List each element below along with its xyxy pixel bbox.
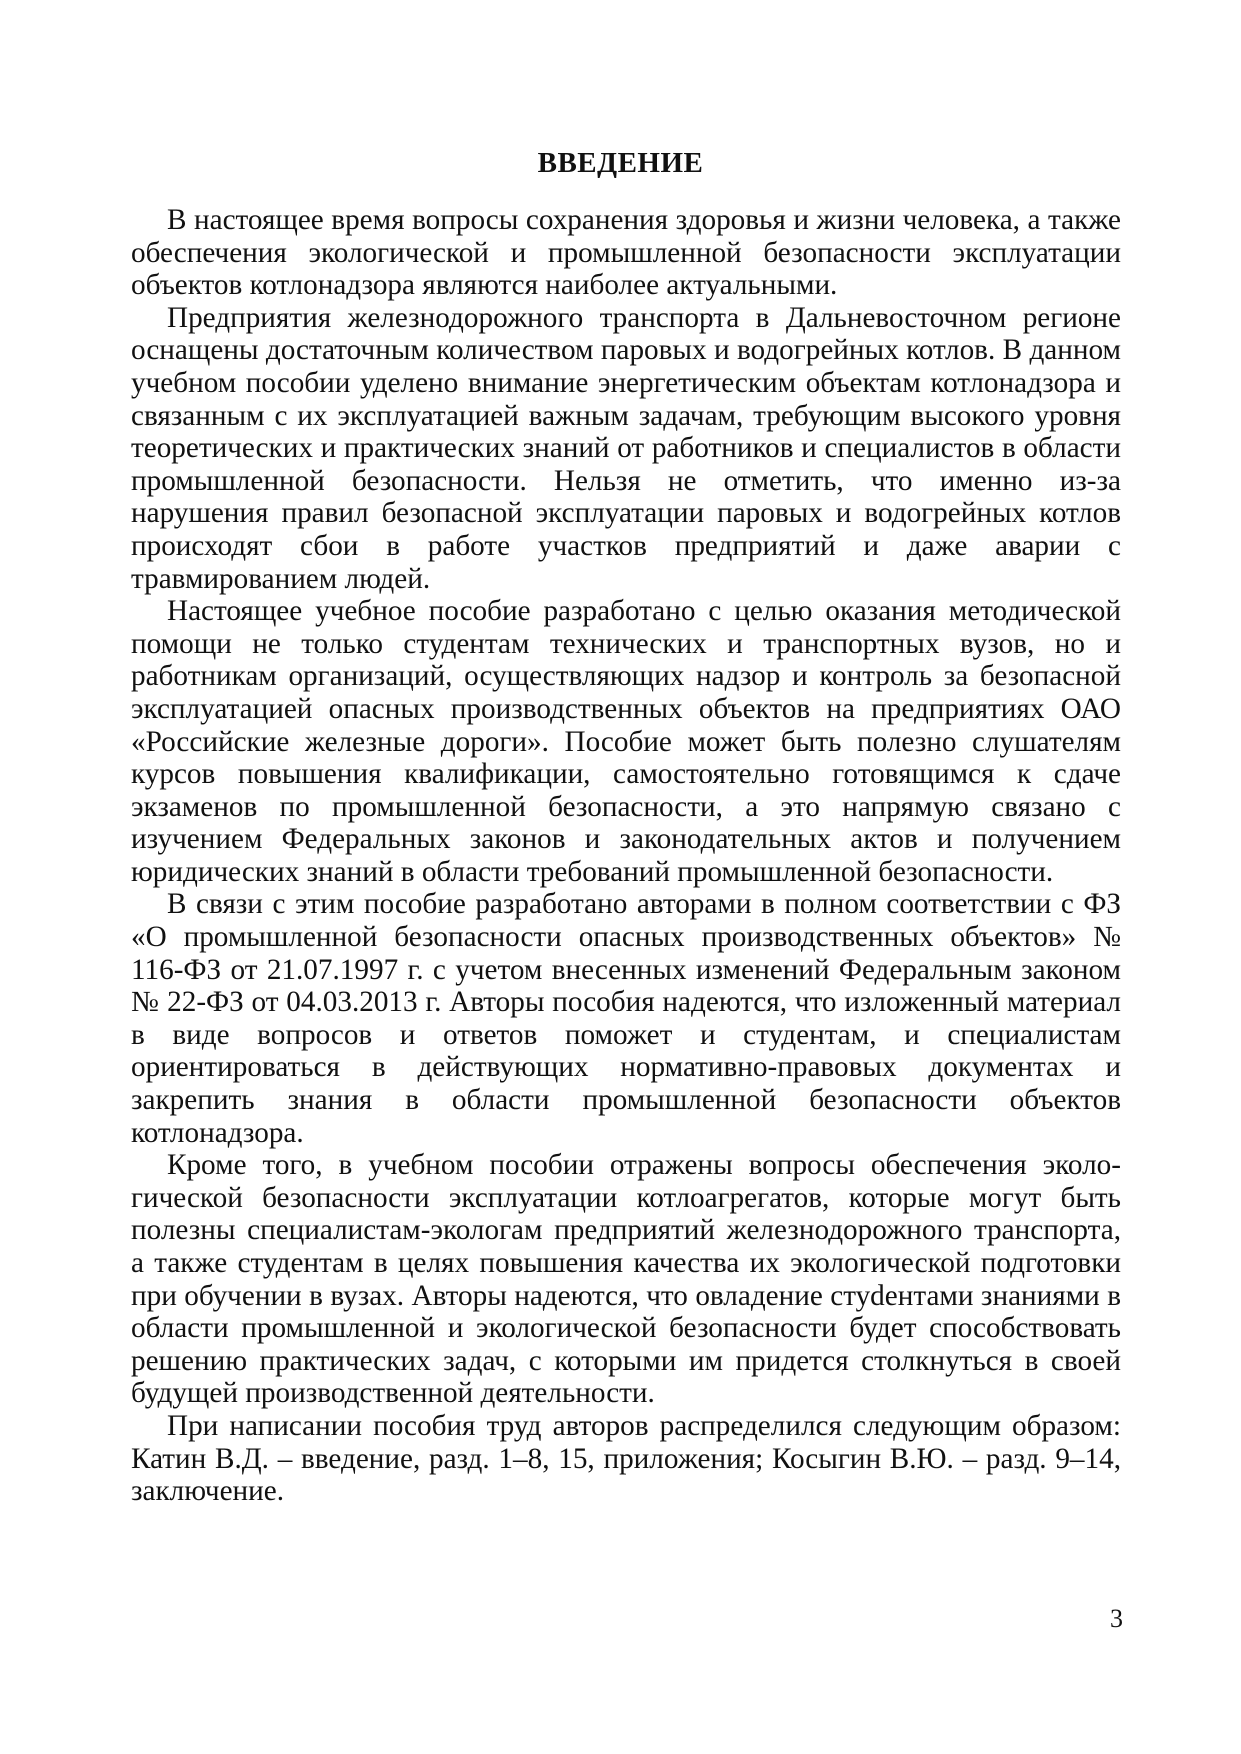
page-title: ВВЕДЕНИЕ bbox=[537, 147, 704, 179]
body-text bbox=[131, 204, 1121, 1508]
paragraph: Кроме того, в учебном пособии отражены вопросы обеспечения экологической безопасности эксплуатации котлоагрегатов, которые могут быть полезны специалистам-экологам предприятий железнодорожного транспорта, а также студентам в целях повышения качества их экологической подготовки при обучении в вузах. Авторы надеются, что овладение стуdентами знаниями в области промышленной и экологической безопасности будет способствовать решению практических задач, с которыми им придется столкнуться в своей будущей производственной деятельности. bbox=[131, 1149, 1121, 1410]
paragraph: В связи с этим пособие разработано авторами в полном соответствии с ФЗ «О промышленной безопасности опасных производственных объектов» № 116-ФЗ от 21.07.1997 г. с учетом внесенных изменений Федеральным законом № 22-ФЗ от 04.03.2013 г. Авторы пособия надеются, что изложенный материал в виде вопросов и ответов поможет и студентам, и специалистам ориентироваться в действующих нормативно-правовых документах и закрепить знания в области промышленной безопасности объектов котлонадзора. bbox=[131, 888, 1121, 1149]
paragraph: При написании пособия труд авторов распределился следующим образом: Катин В.Д. – введение, разд. 1–8, 15, приложения; Косыгин В.Ю. – разд. 9–14, заключение. bbox=[131, 1409, 1121, 1508]
page-number: 3 bbox=[1110, 1604, 1123, 1633]
paragraph: Предприятия железнодорожного транспорта в Дальневосточном регионе оснащены достаточным количеством паровых и водогрейных котлов. В данном учебном пособии уделено внимание энергетическим объектам котлонадзора и связанным с их эксплуатацией важным задачам, требующим высокого уровня теоретических и практических знаний от работников и специалистов в области промышленной безопасности. Нельзя не отметить, что именно из-за нарушения правил безопасной эксплуатации паровых и водогрейных котлов происходят сбои в работе участков предприятий и даже аварии с травмированием людей. bbox=[131, 301, 1121, 595]
paragraph: Настоящее учебное пособие разработано с целью оказания методической помощи не только студентам технических и транспортных вузов, но и работникам организаций, осуществляющих надзор и контроль за безопасной эксплуатацией опасных производственных объектов на предприятиях ОАО «Российские железные дороги». Пособие может быть полезно слушателям курсов повышения квалификации, самостоятельно готовящимся к сдаче экзаменов по промышленной безопасности, а это напрямую связано с изучением Федеральных законов и законодательных актов и получением юридических знаний в области требований промышленной безопасности. bbox=[131, 595, 1121, 888]
paragraph: В настоящее время вопросы сохранения здоровья и жизни человека, а также обеспечения экологической и промышленной безопасности эксплуатации объектов котлонадзора являются наиболее актуальными. bbox=[131, 204, 1121, 302]
